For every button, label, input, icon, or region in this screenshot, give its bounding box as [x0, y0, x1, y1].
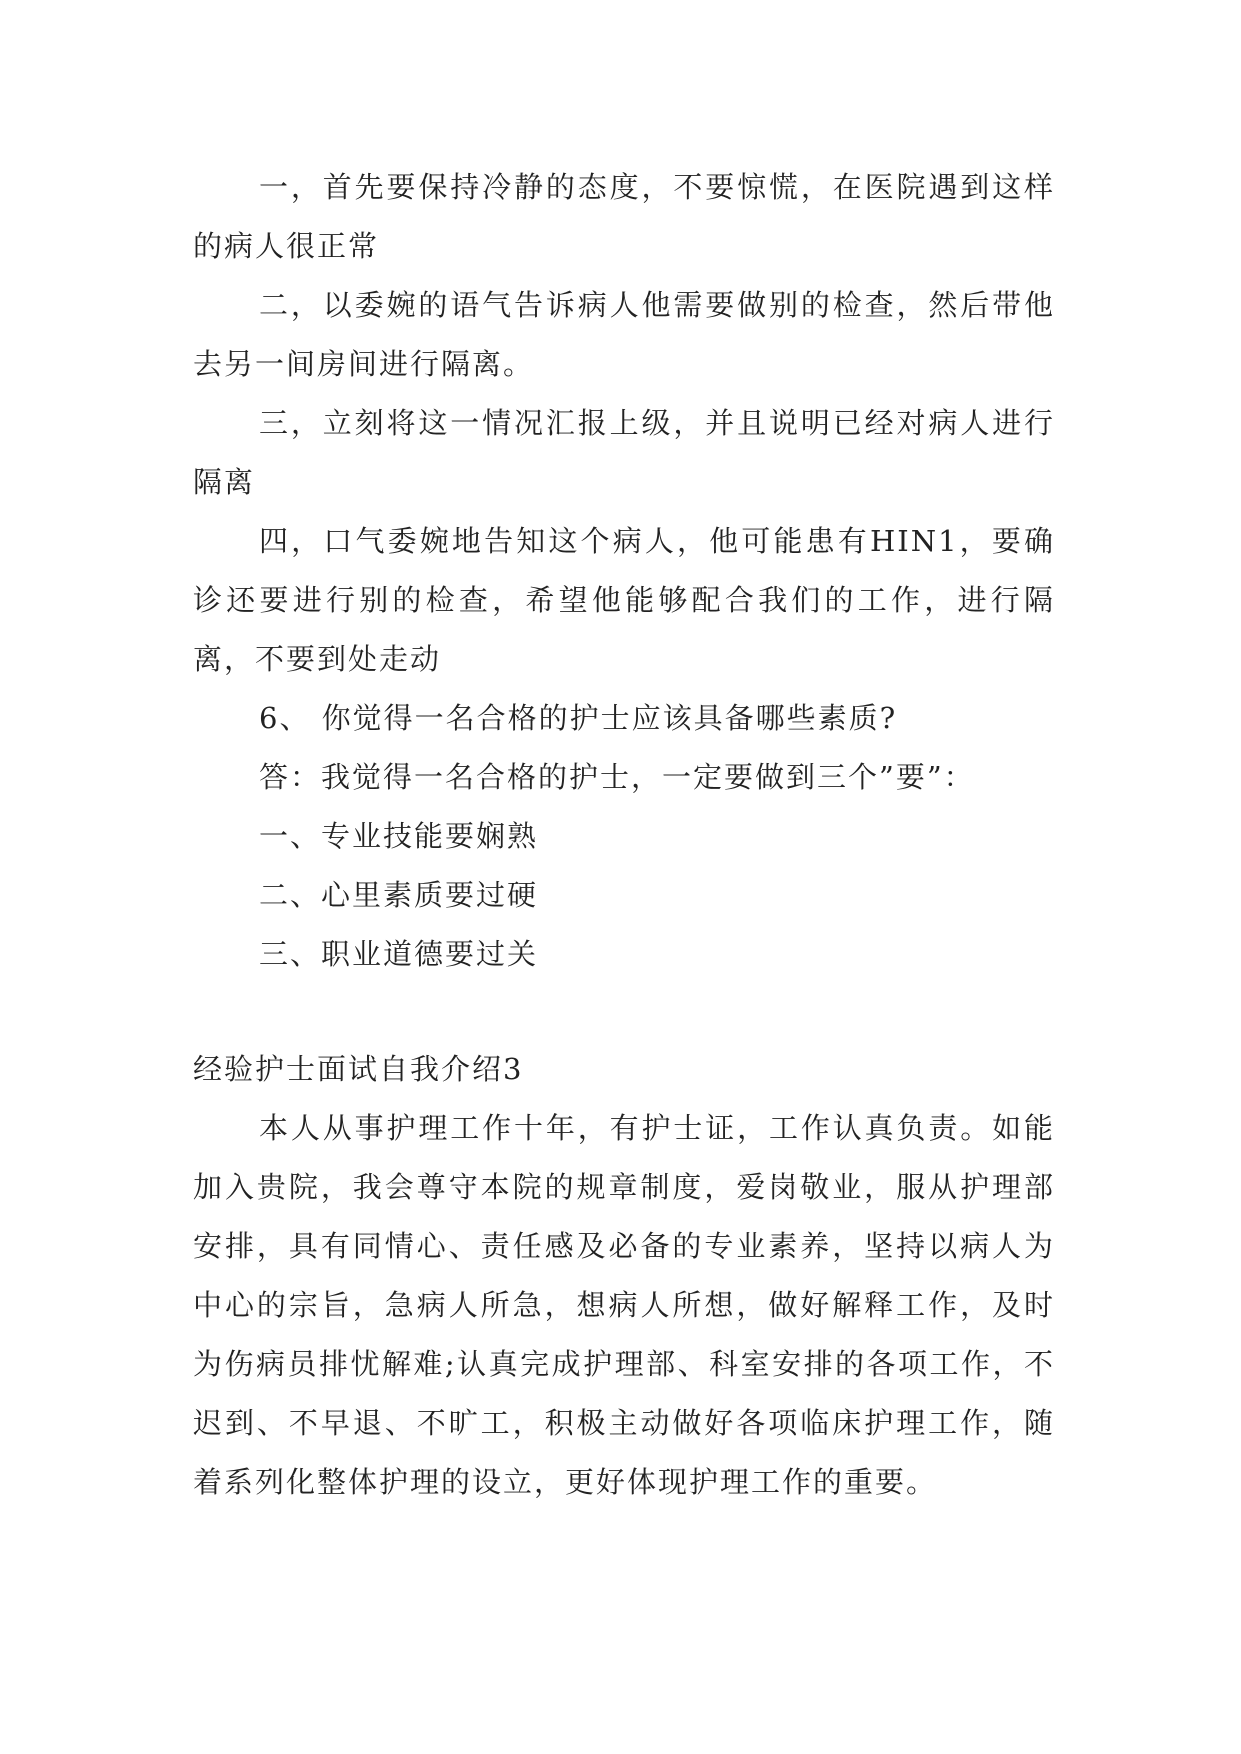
paragraph-step-1: 一，首先要保持冷静的态度，不要惊慌，在医院遇到这样的病人很正常 — [193, 170, 1055, 263]
answer-point-1: 一、专业技能要娴熟 — [259, 819, 539, 853]
paragraph-step-4: 四，口气委婉地告知这个病人，他可能患有HIN1，要确诊还要进行别的检查，希望他能够配合我们的工作，进行隔离，不要到处走动 — [193, 524, 1055, 676]
document-page — [193, 158, 1055, 1512]
answer-point-3: 三、职业道德要过关 — [259, 937, 539, 971]
answer-point-2: 二、心里素质要过硬 — [259, 878, 539, 912]
paragraph-step-3: 三，立刻将这一情况汇报上级，并且说明已经对病人进行隔离 — [193, 406, 1055, 499]
question-6: 6、 你觉得一名合格的护士应该具备哪些素质? — [259, 701, 898, 735]
section-heading: 经验护士面试自我介绍3 — [193, 1052, 524, 1086]
answer-intro: 答：我觉得一名合格的护士，一定要做到三个”要”： — [259, 760, 975, 794]
paragraph-step-2: 二，以委婉的语气告诉病人他需要做别的检查，然后带他去另一间房间进行隔离。 — [193, 288, 1055, 381]
section-body: 本人从事护理工作十年，有护士证，工作认真负责。如能加入贵院，我会尊守本院的规章制度，爱岗敬业，服从护理部安排，具有同情心、责任感及必备的专业素养，坚持以病人为中心的宗旨，急病人所急，想病人所想，做好解释工作，及时为伤病员排忧解难;认真完成护理部、科室安排的各项工作，不迟到、不早退、不旷工，积极主动做好各项临床护理工作，随着系列化整体护理的设立，更好体现护理工作的重要。 — [193, 1111, 1055, 1499]
